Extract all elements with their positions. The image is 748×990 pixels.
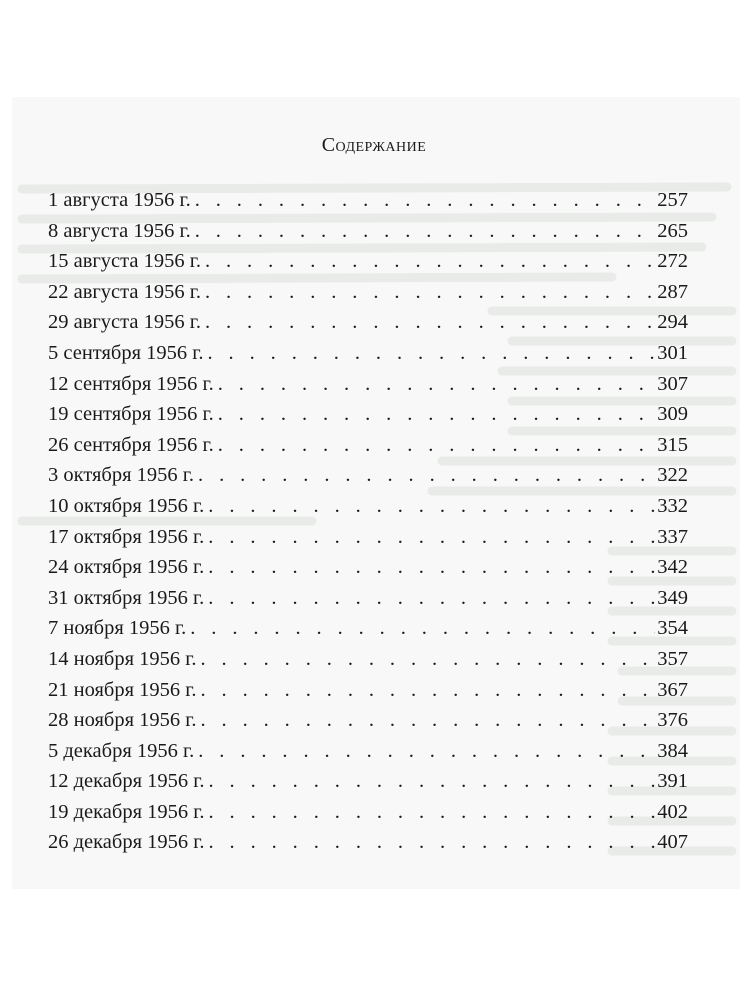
toc-entry-page: 257	[657, 189, 688, 211]
toc-entry-page: 342	[657, 556, 688, 579]
toc-entry-date: 12 декабря 1956 г.	[48, 770, 205, 793]
toc-entry-date: 19 сентября 1956 г.	[48, 403, 214, 426]
page-title: Содержание	[321, 134, 427, 156]
toc-entry	[48, 338, 688, 369]
toc-entry	[48, 522, 688, 553]
toc-entry	[48, 675, 688, 706]
toc-entry-date: 3 октября 1956 г.	[48, 464, 195, 487]
toc-entry-page: 265	[657, 219, 688, 242]
toc-entry-page: 367	[657, 678, 688, 701]
toc-leader-dots	[195, 216, 656, 247]
toc-leader-dots	[200, 644, 655, 675]
toc-entry-date: 22 августа 1956 г.	[48, 280, 201, 303]
toc-entry-page: 337	[657, 525, 688, 548]
toc-entry-date: 5 сентября 1956 г.	[48, 341, 204, 364]
toc-leader-dots	[208, 522, 655, 553]
toc-leader-dots	[205, 246, 655, 277]
toc-entry-date: 10 октября 1956 г.	[48, 494, 205, 517]
toc-entry	[48, 277, 688, 308]
toc-entry-page: 287	[657, 280, 688, 303]
toc-entry-date: 26 декабря 1956 г.	[48, 831, 205, 854]
toc-leader-dots	[218, 369, 656, 400]
toc-entry-date: 15 августа 1956 г.	[48, 250, 201, 273]
toc-entry	[48, 185, 688, 216]
toc-entry-date: 1 августа 1956 г.	[48, 189, 191, 211]
toc-leader-dots	[208, 491, 655, 522]
toc-entry-page: 376	[657, 709, 688, 732]
toc-entry-date: 19 декабря 1956 г.	[48, 800, 205, 823]
toc-entry-page: 332	[657, 494, 688, 517]
toc-leader-dots	[208, 552, 655, 583]
toc-entry	[48, 827, 688, 858]
toc-entry-page: 301	[657, 341, 688, 364]
toc-entry-date: 28 ноября 1956 г.	[48, 709, 197, 732]
toc-entry	[48, 705, 688, 736]
toc-entry	[48, 430, 688, 461]
toc-entry	[48, 797, 688, 828]
toc-entry-page: 315	[657, 433, 688, 456]
toc-leader-dots	[218, 430, 656, 461]
toc-entry-page: 407	[657, 831, 688, 854]
toc-entry-date: 21 ноября 1956 г.	[48, 678, 197, 701]
toc-entry	[48, 216, 688, 247]
toc-entry-page: 384	[657, 739, 688, 762]
toc-entry-page: 349	[657, 586, 688, 609]
toc-entry-page: 391	[657, 770, 688, 793]
toc-entry-date: 7 ноября 1956 г.	[48, 617, 187, 640]
toc-entry	[48, 246, 688, 277]
toc-entry-page: 322	[657, 464, 688, 487]
toc-entry	[48, 644, 688, 675]
toc-entry-page: 294	[657, 311, 688, 334]
toc-leader-dots	[208, 766, 655, 797]
toc-leader-dots	[190, 613, 655, 644]
toc-entry	[48, 613, 688, 644]
toc-entry	[48, 552, 688, 583]
toc-entry-page: 272	[657, 250, 688, 273]
toc-entry	[48, 491, 688, 522]
toc-leader-dots	[198, 460, 655, 491]
toc-entry-date: 8 августа 1956 г.	[48, 219, 191, 242]
toc-entry	[48, 583, 688, 614]
toc-leader-dots	[208, 797, 655, 828]
toc-leader-dots	[208, 338, 656, 369]
toc-entry-page: 307	[657, 372, 688, 395]
toc-entry-date: 24 октября 1956 г.	[48, 556, 205, 579]
toc-entry-date: 29 августа 1956 г.	[48, 311, 201, 334]
toc-entry	[48, 766, 688, 797]
toc-leader-dots	[195, 185, 656, 216]
toc-leader-dots	[218, 399, 656, 430]
toc-entry	[48, 460, 688, 491]
toc-leader-dots	[205, 307, 655, 338]
table-of-contents	[48, 185, 688, 858]
toc-entry-page: 354	[657, 617, 688, 640]
toc-entry-page: 402	[657, 800, 688, 823]
toc-leader-dots	[208, 583, 655, 614]
toc-entry	[48, 369, 688, 400]
toc-entry-date: 14 ноября 1956 г.	[48, 647, 197, 670]
toc-leader-dots	[205, 277, 655, 308]
toc-entry-date: 17 октября 1956 г.	[48, 525, 205, 548]
toc-leader-dots	[208, 827, 655, 858]
toc-entry-date: 31 октября 1956 г.	[48, 586, 205, 609]
toc-leader-dots	[200, 705, 655, 736]
toc-leader-dots	[198, 736, 655, 767]
toc-entry-date: 5 декабря 1956 г.	[48, 739, 195, 762]
toc-leader-dots	[200, 675, 655, 706]
toc-entry-page: 357	[657, 647, 688, 670]
toc-entry	[48, 736, 688, 767]
toc-entry	[48, 307, 688, 338]
toc-entry	[48, 399, 688, 430]
toc-entry-date: 12 сентября 1956 г.	[48, 372, 214, 395]
toc-entry-date: 26 сентября 1956 г.	[48, 433, 214, 456]
toc-entry-page: 309	[657, 403, 688, 426]
